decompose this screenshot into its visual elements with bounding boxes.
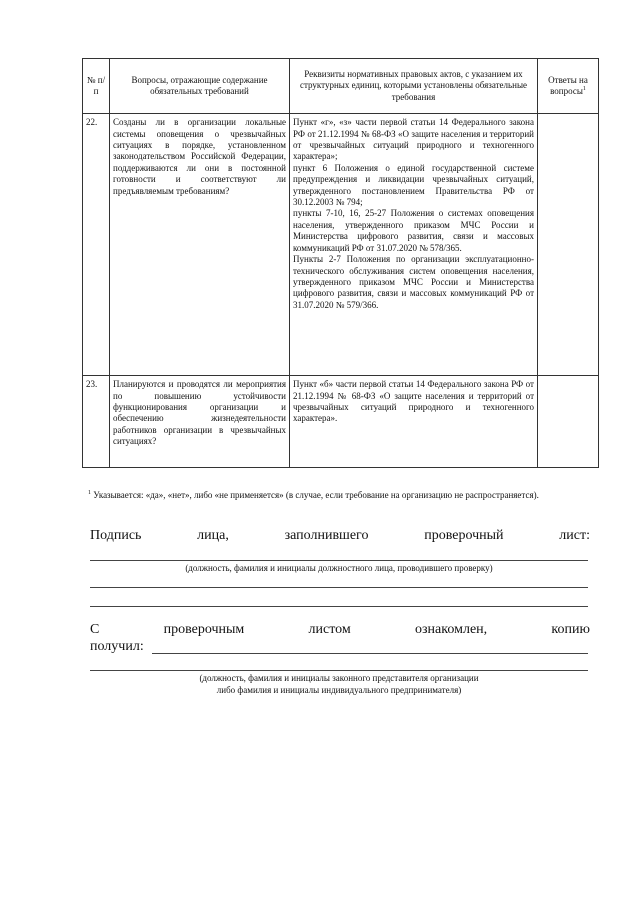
ack-word: листом: [308, 622, 351, 637]
representative-caption-2: либо фамилия и инициалы индивидуального предпринимателя): [216, 685, 462, 695]
representative-caption-1: (должность, фамилия и инициалы законного представителя организации: [199, 673, 479, 683]
ack-word: ознакомлен,: [415, 622, 488, 637]
row-question: Созданы ли в организации локальные системы оповещения о чрезвычайных ситуациях в порядке, установленном законодательством Российской Федерации, поддерживаются ли они в постоянной готовности и соответствуют ли предъявляемым требованиям?: [110, 114, 290, 376]
received-label: получил:: [90, 639, 144, 654]
signature-line[interactable]: [90, 560, 588, 561]
table-header-row: [83, 59, 599, 114]
header-answers: [538, 59, 599, 114]
requisite-item: Пункт «б» части первой статьи 14 Федерального закона РФ от 21.12.1994 № 68-ФЗ «О защите населения и территорий от чрезвычайных ситуаций природного и техногенного характера».: [293, 379, 534, 424]
footnote-marker: 1: [88, 490, 91, 496]
signature-word: заполнившего: [284, 528, 369, 543]
checklist-table: [82, 58, 599, 468]
requisite-item: Пункты 2-7 Положения по организации эксплуатационно-технического обслуживания систем оповещения населения, утвержденного приказом МЧС России и Министерства цифрового развития, связи и массовых коммуникаций РФ от 31.07.2020 № 579/366.: [293, 254, 534, 310]
ack-word: проверочным: [163, 622, 245, 637]
signature-word: проверочный: [424, 528, 504, 543]
row-number: 22.: [83, 114, 110, 376]
header-question: Вопросы, отражающие содержание обязательных требований: [110, 59, 290, 114]
signature-heading: [90, 528, 590, 544]
acknowledgement-heading: [90, 622, 590, 638]
signature-word: лица,: [197, 528, 229, 543]
row-requisites: [290, 376, 538, 468]
row-question: Планируются и проводятся ли мероприятия по повышению устойчивости функционирования организации и обеспечению жизнедеятельности работников организации в чрезвычайных ситуациях?: [110, 376, 290, 468]
ack-word: С: [90, 622, 100, 637]
signature-caption: (должность, фамилия и инициалы должностного лица, проводившего проверку): [185, 563, 493, 573]
table-row: [83, 114, 599, 376]
signature-word: лист:: [559, 528, 590, 543]
representative-line[interactable]: [90, 670, 588, 671]
footnote: [88, 490, 596, 502]
requisite-item: пункт 6 Положения о единой государственной системе предупреждения и ликвидации чрезвычайных ситуаций, утвержденного постановлением Правительства РФ от 30.12.2003 № 794;: [293, 162, 534, 208]
row-number: 23.: [83, 376, 110, 468]
header-answers-label: Ответы на вопросы: [548, 74, 588, 97]
row-answer-cell[interactable]: [538, 114, 599, 376]
signature-word: Подпись: [90, 528, 142, 543]
received-line[interactable]: [152, 653, 588, 654]
row-requisites: [290, 114, 538, 376]
footnote-text: Указывается: «да», «нет», либо «не применяется» (в случае, если требование на организацию не распространяется).: [93, 490, 539, 500]
row-answer-cell[interactable]: [538, 376, 599, 468]
header-requisites: Реквизиты нормативных правовых актов, с указанием их структурных единиц, которыми установлены обязательные требования: [290, 59, 538, 114]
ack-word: копию: [551, 622, 590, 637]
blank-line[interactable]: [90, 587, 588, 588]
requisite-item: пункты 7-10, 16, 25-27 Положения о системах оповещения населения, утвержденного приказом МЧС России и Министерства цифрового развития, связи и массовых коммуникаций РФ от 31.07.2020 № 578/365.: [293, 208, 534, 253]
header-num: № п/п: [83, 59, 110, 114]
blank-line[interactable]: [90, 606, 588, 607]
requisite-item: Пункт «г», «з» части первой статьи 14 Федерального закона РФ от 21.12.1994 № 68-ФЗ «О защите населения и территорий от чрезвычайных ситуаций природного и техногенного характера»;: [293, 117, 534, 162]
footnote-ref: 1: [582, 86, 586, 93]
table-row: [83, 376, 599, 468]
